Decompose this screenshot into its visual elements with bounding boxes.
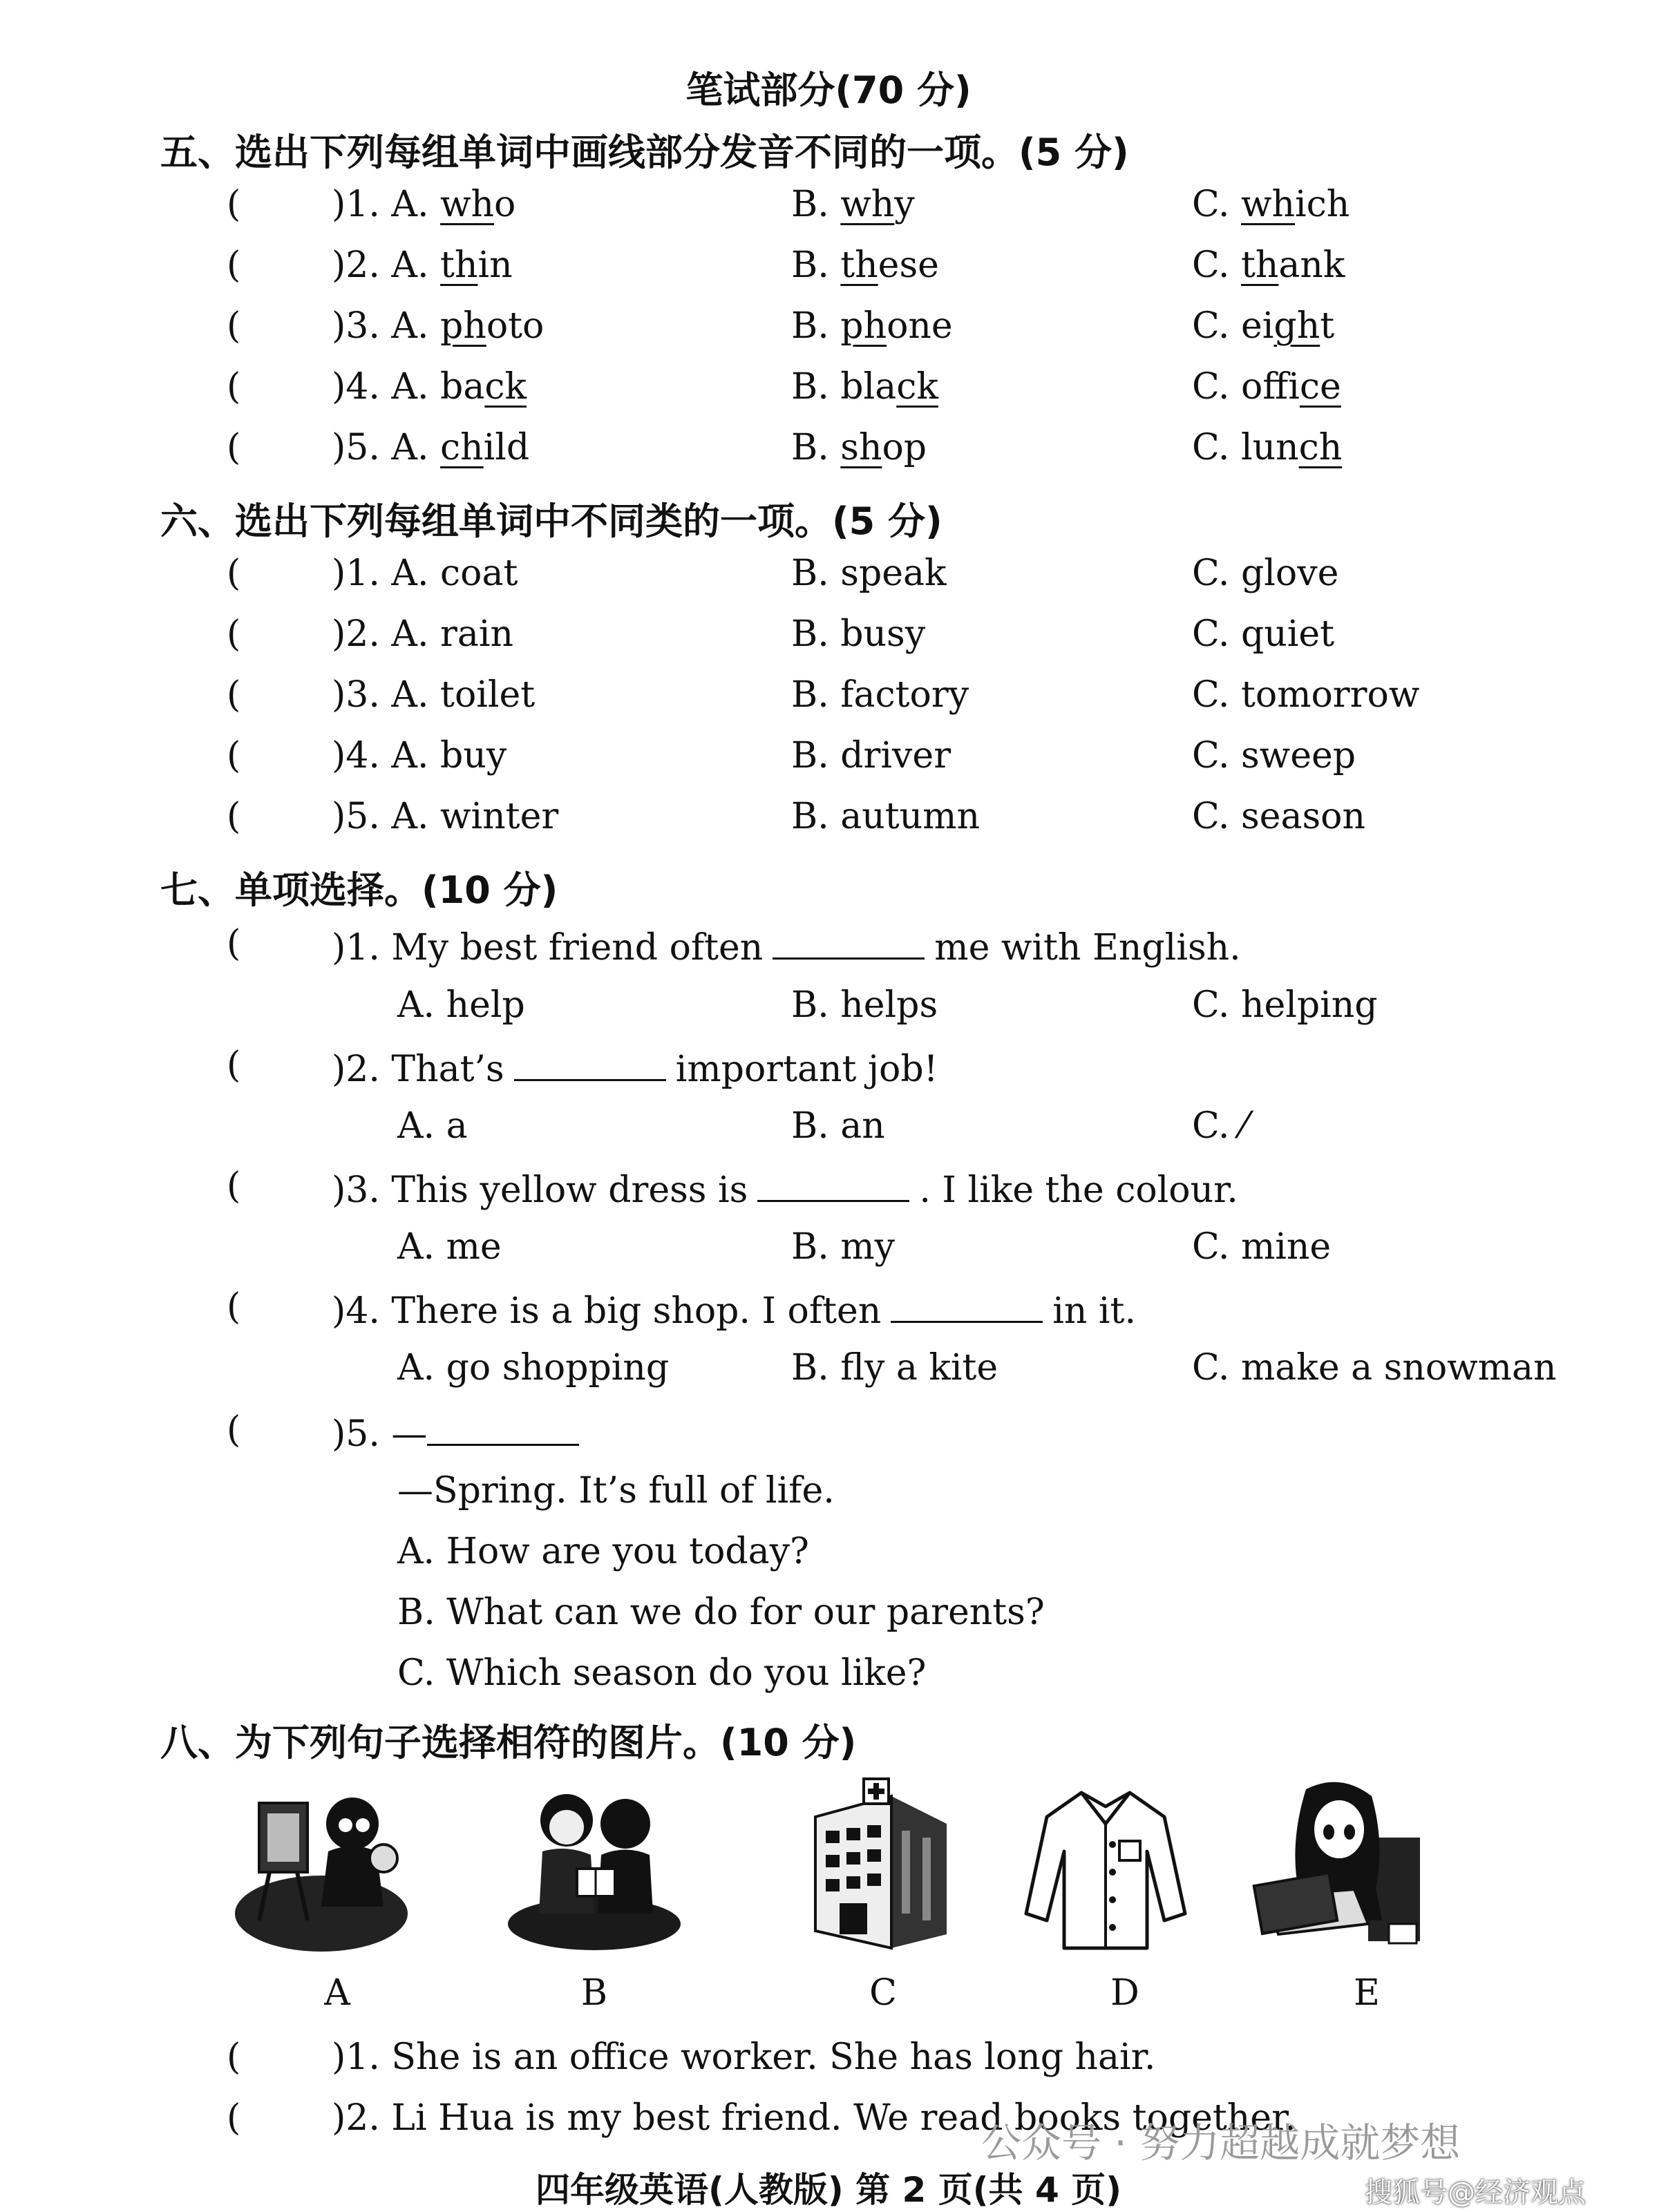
option-c: C. season xyxy=(1192,796,1365,837)
option-a: A. help xyxy=(397,984,525,1026)
question-stem-end: . I like the colour. xyxy=(919,1170,1238,1211)
underlined-part: th xyxy=(440,245,478,286)
phonics-option-b: B. why xyxy=(791,184,915,225)
phonics-option-c: C. office xyxy=(1192,366,1341,408)
question-stem-end: important job! xyxy=(675,1049,938,1090)
section8-title: 八、为下列句子选择相符的图片。(10 分) xyxy=(160,1721,857,1764)
underlined-part: ch xyxy=(440,427,484,468)
underlined-part: ck xyxy=(896,366,938,408)
option-b: B. driver xyxy=(791,735,951,776)
option-c: C. sweep xyxy=(1192,735,1356,776)
option-c: C. make a snowman xyxy=(1192,1347,1557,1389)
underlined-part: th xyxy=(1241,245,1279,286)
phonics-row xyxy=(0,184,1657,232)
option-row xyxy=(0,1652,1657,1701)
option-row xyxy=(0,1531,1657,1579)
phonics-option-b: B. shop xyxy=(791,427,927,468)
option-b: B. fly a kite xyxy=(791,1347,998,1389)
section7-title: 七、单项选择。(10 分) xyxy=(160,868,558,912)
phonics-option-b: B. phone xyxy=(791,305,953,347)
page-footer: 四年级英语(人教版) 第 2 页(共 4 页) xyxy=(535,2170,1122,2210)
picture-e xyxy=(1251,1775,1430,1955)
picture-label-b: B xyxy=(580,1972,608,2014)
answer-paren[interactable]: ( xyxy=(227,2037,241,2078)
question-stem: )4. There is a big shop. I often xyxy=(332,1290,882,1332)
option-a: A. a xyxy=(397,1105,468,1147)
answer-paren[interactable]: ( xyxy=(227,735,241,776)
dialogue-answer: —Spring. It’s full of life. xyxy=(397,1470,835,1512)
underlined-part: wh xyxy=(440,184,495,225)
underlined-part: ck xyxy=(484,366,527,408)
hospital-icon xyxy=(788,1775,967,1955)
option-b: B. autumn xyxy=(791,796,980,837)
question-stem: )2. That’s xyxy=(332,1049,504,1090)
watermark-text: 公众号 · 努力超越成就梦想 xyxy=(981,2119,1461,2166)
answer-paren[interactable]: ( xyxy=(227,245,241,286)
question-stem-end: me with English. xyxy=(934,927,1241,969)
answer-paren[interactable]: ( xyxy=(227,366,241,408)
option-a: A. go shopping xyxy=(397,1347,670,1389)
answer-paren[interactable]: ( xyxy=(227,553,241,594)
picture-a xyxy=(231,1775,411,1955)
underlined-part: ch xyxy=(1298,427,1343,468)
options-row xyxy=(0,984,1657,1033)
blank-line[interactable] xyxy=(757,1165,909,1202)
phonics-option-c: C. eight xyxy=(1192,305,1335,347)
picture-b xyxy=(504,1775,684,1955)
underlined-part: ph xyxy=(840,305,887,347)
blank-line[interactable] xyxy=(891,1286,1043,1323)
answer-paren[interactable]: ( xyxy=(227,184,241,225)
phonics-row xyxy=(0,305,1657,354)
answer-paren[interactable]: ( xyxy=(227,1409,241,1451)
option-c: C. glove xyxy=(1192,553,1339,594)
phonics-option-a: )2. A. thin xyxy=(332,245,513,286)
underlined-part: th xyxy=(840,245,878,286)
category-row xyxy=(0,796,1657,844)
option-a: A. How are you today? xyxy=(397,1531,809,1572)
category-row xyxy=(0,674,1657,723)
category-row xyxy=(0,735,1657,783)
underlined-part: wh xyxy=(1241,184,1295,225)
answer-paren[interactable]: ( xyxy=(227,923,241,964)
question-row xyxy=(0,1045,1657,1093)
phonics-row xyxy=(0,245,1657,293)
answer-paren[interactable]: ( xyxy=(227,674,241,716)
underlined-part: wh xyxy=(840,184,895,225)
question-row xyxy=(0,1409,1657,1458)
option-a: )3. A. toilet xyxy=(332,674,536,716)
picture-c xyxy=(788,1775,967,1955)
section5-title: 五、选出下列每组单词中画线部分发音不同的一项。(5 分) xyxy=(160,131,1129,174)
phonics-option-c: C. thank xyxy=(1192,245,1345,286)
option-b: B. busy xyxy=(791,613,926,655)
phonics-option-c: C. which xyxy=(1192,184,1350,225)
blank-line[interactable] xyxy=(427,1409,579,1446)
corner-watermark: 搜狐号@经济观点 xyxy=(1365,2177,1586,2209)
question-row xyxy=(0,2037,1657,2085)
question-stem: )1. My best friend often xyxy=(332,927,764,969)
phonics-option-a: )3. A. photo xyxy=(332,305,545,347)
option-a: )1. A. coat xyxy=(332,553,518,594)
blank-line[interactable] xyxy=(514,1045,666,1081)
kids-reading-icon xyxy=(504,1775,684,1955)
answer-paren[interactable]: ( xyxy=(227,1165,241,1207)
option-c: C. Which season do you like? xyxy=(397,1652,927,1694)
option-b: B. speak xyxy=(791,553,947,594)
phonics-option-b: B. these xyxy=(791,245,939,286)
category-row xyxy=(0,613,1657,662)
picture-label-e: E xyxy=(1354,1972,1380,2014)
answer-paren[interactable]: ( xyxy=(227,1045,241,1086)
option-a: )4. A. buy xyxy=(332,735,507,776)
option-a: )2. A. rain xyxy=(332,613,514,655)
phonics-option-a: )1. A. who xyxy=(332,184,516,225)
question-row xyxy=(0,923,1657,971)
option-b: B. an xyxy=(791,1105,885,1147)
underlined-part: ph xyxy=(440,305,486,347)
phonics-row xyxy=(0,427,1657,475)
phonics-option-a: )4. A. back xyxy=(332,366,527,408)
question-text: )2. Li Hua is my best friend. We read books together. xyxy=(332,2097,1296,2139)
office-worker-icon xyxy=(1251,1775,1430,1955)
shirt-icon xyxy=(1016,1775,1195,1955)
blank-line[interactable] xyxy=(773,923,925,960)
question-stem: )5. — xyxy=(332,1413,428,1455)
category-row xyxy=(0,553,1657,601)
dialogue-answer-row xyxy=(0,1470,1657,1518)
underlined-part: sh xyxy=(840,427,882,468)
answer-paren[interactable]: ( xyxy=(227,1286,241,1328)
underlined-part: gh xyxy=(1273,305,1320,347)
question-text: )1. She is an office worker. She has long hair. xyxy=(332,2037,1156,2078)
section6-title: 六、选出下列每组单词中不同类的一项。(5 分) xyxy=(160,499,943,543)
question-stem-end: in it. xyxy=(1052,1290,1136,1332)
option-c: C. quiet xyxy=(1192,613,1335,655)
question-row xyxy=(0,1165,1657,1214)
options-row xyxy=(0,1347,1657,1395)
phonics-row xyxy=(0,366,1657,414)
phonics-option-b: B. black xyxy=(791,366,938,408)
option-row xyxy=(0,1592,1657,1640)
option-c: C. helping xyxy=(1192,984,1378,1026)
picture-d xyxy=(1016,1775,1195,1955)
page-title: 笔试部分(70 分) xyxy=(685,68,972,112)
answer-paren[interactable]: ( xyxy=(227,2097,241,2139)
answer-paren[interactable]: ( xyxy=(227,305,241,347)
options-row xyxy=(0,1226,1657,1275)
option-a: )5. A. winter xyxy=(332,796,559,837)
phonics-option-c: C. lunch xyxy=(1192,427,1343,468)
option-a: A. me xyxy=(397,1226,502,1268)
answer-paren[interactable]: ( xyxy=(227,427,241,468)
question-stem: )3. This yellow dress is xyxy=(332,1170,748,1211)
answer-paren[interactable]: ( xyxy=(227,613,241,655)
picture-label-c: C xyxy=(869,1972,897,2014)
question-row xyxy=(0,1286,1657,1335)
option-c: C. tomorrow xyxy=(1192,674,1420,716)
picture-strip xyxy=(0,1775,1657,2014)
option-b: B. factory xyxy=(791,674,969,716)
option-b: B. helps xyxy=(791,984,938,1026)
picture-label-d: D xyxy=(1110,1972,1139,2014)
option-c: C. ⁄ xyxy=(1192,1105,1247,1147)
option-b: B. What can we do for our parents? xyxy=(397,1592,1045,1633)
underlined-part: ce xyxy=(1299,366,1341,408)
options-row xyxy=(0,1105,1657,1154)
option-c: C. mine xyxy=(1192,1226,1332,1268)
phonics-option-a: )5. A. child xyxy=(332,427,530,468)
option-b: B. my xyxy=(791,1226,895,1268)
painting-scene-icon xyxy=(231,1775,411,1955)
answer-paren[interactable]: ( xyxy=(227,796,241,837)
picture-label-a: A xyxy=(324,1972,350,2014)
